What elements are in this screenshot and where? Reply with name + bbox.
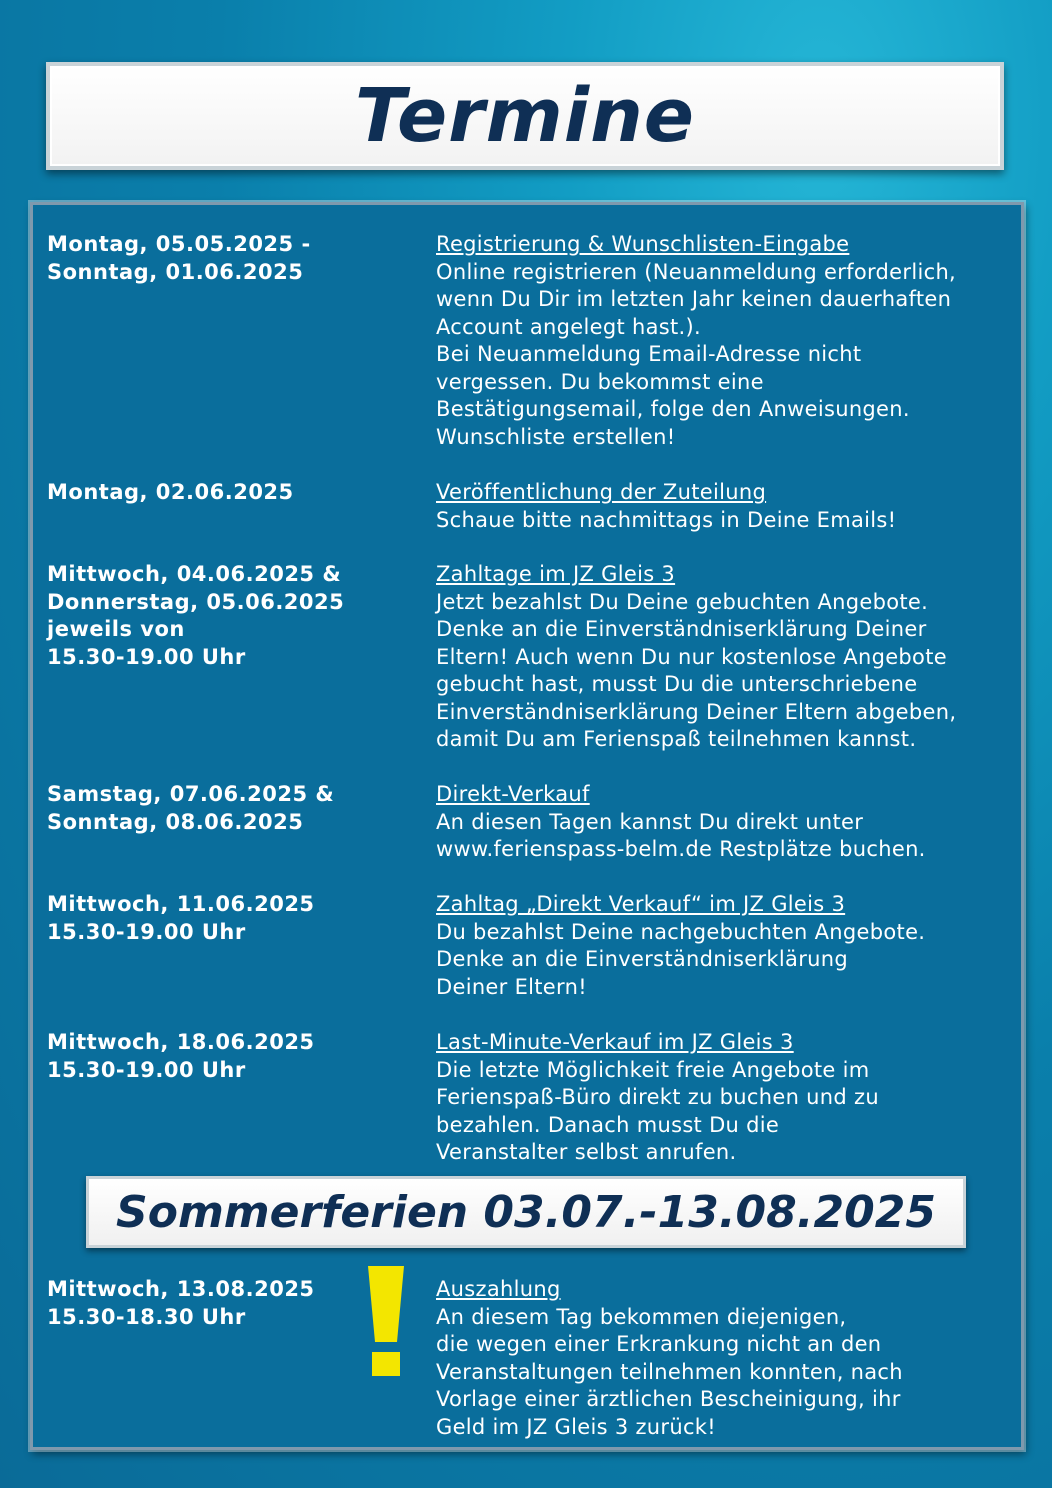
entry-line: Denke an die Einverständniserklärung Deiner <box>436 617 927 641</box>
entry-heading: Auszahlung <box>436 1277 561 1301</box>
entry-line: Schaue bitte nachmittags in Deine Emails! <box>436 507 897 532</box>
entry-line: wenn Du Dir im letzten Jahr keinen dauerhaften <box>436 287 952 311</box>
entry-line: Ferienspaß-Büro direkt zu buchen und zu <box>436 1085 879 1109</box>
entry-line: Wunschliste erstellen! <box>436 424 676 449</box>
entry-date: Mittwoch, 18.06.2025 15.30-19.00 Uhr <box>47 1030 315 1082</box>
entry-date: Samstag, 07.06.2025 & Sonntag, 08.06.2025 <box>47 782 335 834</box>
entry-line: Du bezahlst Deine nachgebuchten Angebote. <box>436 919 926 944</box>
entry-line: www.ferienspass-belm.de Restplätze buchen. <box>436 837 926 861</box>
entry-line: An diesem Tag bekommen diejenigen, <box>436 1304 847 1329</box>
schedule-panel <box>30 202 1024 1450</box>
entry-line: vergessen. Du bekommst eine <box>436 369 764 394</box>
entry-line: Veranstaltungen teilnehmen konnten, nach <box>436 1359 903 1384</box>
summer-holidays-banner <box>86 1176 966 1248</box>
entry-line: gebucht hast, musst Du die unterschriebene <box>436 672 918 696</box>
entry-description <box>436 781 1021 864</box>
entry-date: Mittwoch, 11.06.2025 15.30-19.00 Uhr <box>47 892 315 944</box>
entry-line: Account angelegt hast.). <box>436 314 701 339</box>
entry-line: Vorlage einer ärztlichen Bescheinigung, ihr <box>436 1387 901 1411</box>
entry-heading: Registrierung & Wunschlisten-Eingabe <box>436 232 850 256</box>
entry-heading: Veröffentlichung der Zuteilung <box>436 480 767 504</box>
entry-line: An diesen Tagen kannst Du direkt unter <box>436 809 864 834</box>
entry-line: Bestätigungsemail, folge den Anweisungen. <box>436 397 910 421</box>
entry-description <box>436 1276 1021 1441</box>
entry-line: Jetzt bezahlst Du Deine gebuchten Angebote. <box>436 589 929 614</box>
entry-line: Bei Neuanmeldung Email-Adresse nicht <box>436 342 862 366</box>
entry-heading: Zahltage im JZ Gleis 3 <box>436 562 676 586</box>
entry-description <box>436 479 1021 534</box>
entry-heading: Last-Minute-Verkauf im JZ Gleis 3 <box>436 1030 794 1054</box>
entry-line: Eltern! Auch wenn Du nur kostenlose Angebote <box>436 644 947 669</box>
entry-heading: Direkt-Verkauf <box>436 782 590 806</box>
page-title: Termine <box>355 73 695 159</box>
summer-holidays-text: Sommerferien 03.07.-13.08.2025 <box>116 1186 936 1238</box>
entry-line: damit Du am Ferienspaß teilnehmen kannst. <box>436 727 917 751</box>
entry-line: Einverständniserklärung Deiner Eltern abgeben, <box>436 699 957 724</box>
entry-line: Online registrieren (Neuanmeldung erforderlich, <box>436 259 957 284</box>
entry-line: Die letzte Möglichkeit freie Angebote im <box>436 1057 870 1082</box>
entry-description <box>436 231 1021 451</box>
entry-description <box>436 891 1021 1001</box>
exclamation-icon <box>366 1266 406 1378</box>
entry-date: Mittwoch, 13.08.2025 15.30-18.30 Uhr <box>47 1277 315 1329</box>
entry-line: die wegen einer Erkrankung nicht an den <box>436 1332 882 1356</box>
entry-date: Montag, 05.05.2025 - Sonntag, 01.06.2025 <box>47 232 311 284</box>
entry-line: bezahlen. Danach musst Du die <box>436 1112 780 1137</box>
entry-line: Denke an die Einverständniserklärung <box>436 947 848 971</box>
entry-line: Geld im JZ Gleis 3 zurück! <box>436 1414 716 1439</box>
entry-line: Veranstalter selbst anrufen. <box>436 1140 737 1164</box>
entry-heading: Zahltag „Direkt Verkauf“ im JZ Gleis 3 <box>436 892 846 916</box>
title-banner <box>46 62 1004 170</box>
entry-date: Montag, 02.06.2025 <box>47 480 294 504</box>
entry-description <box>436 1029 1021 1167</box>
entry-line: Deiner Eltern! <box>436 974 587 999</box>
entry-description <box>436 561 1021 754</box>
entry-date: Mittwoch, 04.06.2025 & Donnerstag, 05.06.2025 jeweils von 15.30-19.00 Uhr <box>47 562 345 669</box>
